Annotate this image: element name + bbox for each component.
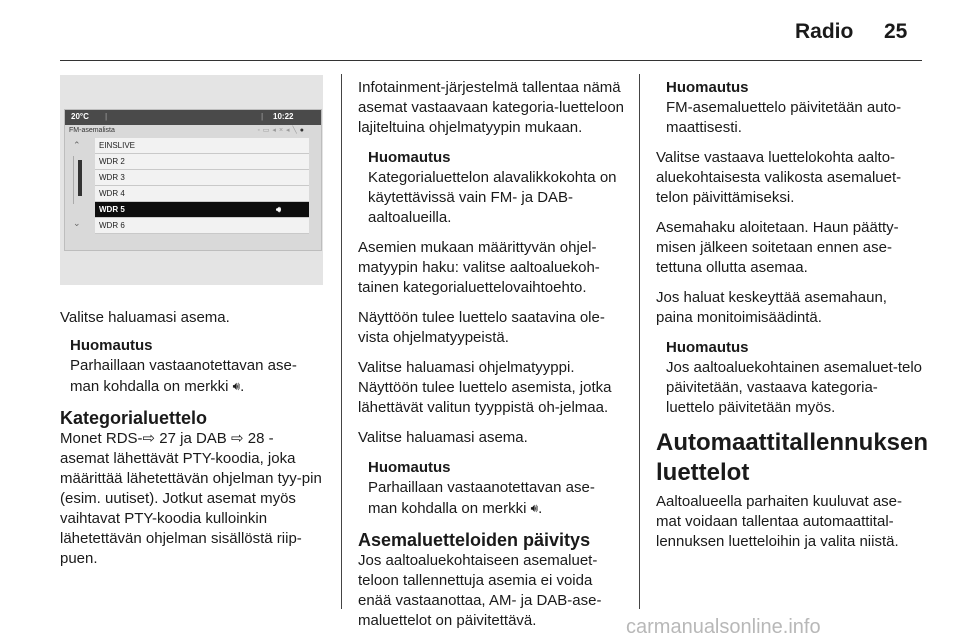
note-box <box>666 338 922 418</box>
paragraph: Asemahaku aloitetaan. Haun päätty-misen jälkeen soitetaan ennen ase-tettuna ollutta asemaa. <box>656 219 899 276</box>
station-list <box>95 138 309 234</box>
station-item-selected[interactable] <box>95 202 309 218</box>
column-divider-2 <box>639 74 640 609</box>
note-box <box>368 458 624 519</box>
page-ref-icon: ⇨ <box>142 430 156 447</box>
signal-icon: ◦ <box>257 127 263 134</box>
note-text: Parhaillaan vastaanotettavan ase- man kohdalla on merkki 🔊︎. <box>368 479 595 517</box>
note-title: Huomautus <box>368 459 451 476</box>
column-divider-1 <box>341 74 342 609</box>
scroll-knob[interactable] <box>78 160 82 196</box>
station-item[interactable]: WDR 2 <box>95 154 309 170</box>
column-2 <box>358 78 624 641</box>
screen-status-bar <box>65 110 321 125</box>
station-item[interactable]: WDR 4 <box>95 186 309 202</box>
header-rule <box>60 60 922 61</box>
station-label: WDR 5 <box>99 205 125 214</box>
clock: 10:22 <box>273 112 294 121</box>
section-heading-large: Automaattitallennuksen luettelot <box>656 429 929 486</box>
status-divider-icon: | <box>105 112 108 121</box>
scroll-down-icon[interactable]: ⌄ <box>73 218 81 228</box>
phone-icon: ╲ <box>292 127 300 134</box>
page-number: 25 <box>884 20 908 43</box>
status-divider-icon: | <box>261 112 264 121</box>
station-item[interactable]: EINSLIVE <box>95 138 309 154</box>
note-title: Huomautus <box>368 149 451 166</box>
paragraph: Infotainment-järjestelmä tallentaa nämä asemat vastaavaan kategoria-luetteloon lajiteltuina ohjelmatyypin mukaan. <box>358 79 625 136</box>
traffic-icon: × <box>278 127 287 134</box>
note-box <box>70 336 325 397</box>
station-item[interactable]: WDR 3 <box>95 170 309 186</box>
paragraph: Näyttöön tulee luettelo saatavina ole-vista ohjelmatyypeistä. <box>358 309 605 346</box>
note-text: Kategorialuettelon alavalikkokohta on käytettävissä vain FM- ja DAB-aaltoalueilla. <box>368 169 617 226</box>
mute-icon: ◂ <box>286 127 293 134</box>
note-title: Huomautus <box>666 79 749 96</box>
paragraph: Monet RDS-⇨ 27 ja DAB ⇨ 28 - asemat lähettävät PTY-koodia, joka määrittää lähetettävän ohjelman tyy-pin (esim. uutiset). Jotkut asemat myös vaihtavat PTY-koodia kulloinkin lähetettävän ohjelman sisällöstä riip-puen. <box>60 430 322 567</box>
section-heading: Kategorialuettelo <box>60 408 208 428</box>
speaker-icon: 🔊︎ <box>275 205 281 214</box>
note-title: Huomautus <box>70 337 153 354</box>
section-heading: Asemaluetteloiden päivitys <box>358 530 591 550</box>
note-text: Jos aaltoaluekohtainen asemaluet-telo päivitetään, vastaava kategoria-luettelo päivitetään myös. <box>666 359 923 416</box>
note-text: Parhaillaan vastaanotettavan ase- man kohdalla on merkki 🔊︎. <box>70 357 297 395</box>
volume-icon: ◂ <box>272 127 279 134</box>
note-text: FM-asemaluettelo päivitetään auto-maattisesti. <box>666 99 902 136</box>
paragraph: Jos aaltoaluekohtaiseen asemaluet-teloon tallennettuja asemia ei voida enää vastaanottaa, AM- ja DAB-ase-maluettelot on päivitettävä. <box>358 552 602 629</box>
note-box <box>666 78 922 138</box>
note-title: Huomautus <box>666 339 749 356</box>
paragraph: Aaltoalueella parhaiten kuuluvat ase-mat voidaan tallentaa automaattital-lennuksen luetteloihin ja valita niistä. <box>656 493 902 550</box>
station-list-figure <box>60 75 323 285</box>
page-ref-icon: ⇨ <box>230 430 244 447</box>
paragraph: Valitse haluamasi asema. <box>60 309 230 326</box>
column-3 <box>656 78 929 562</box>
radio-screen <box>64 109 322 251</box>
temperature: 20°C <box>71 112 89 121</box>
status-icons <box>257 126 307 134</box>
station-item[interactable]: WDR 6 <box>95 218 309 234</box>
watermark: carmanualsonline.info <box>626 616 821 638</box>
paragraph: Valitse haluamasi asema. <box>358 429 528 446</box>
paragraph: Valitse vastaava luettelokohta aalto-aluekohtaisesta valikosta asemaluet-telon päivittämiseksi. <box>656 149 902 206</box>
screen-subtitle: FM-asemalista <box>69 127 115 134</box>
paragraph: Jos haluat keskeyttää asemahaun, paina monitoimisäädintä. <box>656 289 887 326</box>
speaker-icon: 🔊︎ <box>530 501 539 515</box>
bluetooth-icon: ● <box>299 127 307 134</box>
note-box <box>368 148 624 228</box>
column-1 <box>60 308 325 579</box>
rds-icon: ▭ <box>262 127 273 134</box>
scroll-up-icon[interactable]: ⌃ <box>73 140 81 150</box>
header-title: Radio <box>795 20 854 43</box>
speaker-icon: 🔊︎ <box>232 379 241 393</box>
paragraph: Valitse haluamasi ohjelmatyyppi. Näyttöön tulee luettelo asemista, jotka lähettävät valitun tyyppistä oh-jelmaa. <box>358 359 612 416</box>
paragraph: Asemien mukaan määrittyvän ohjel-matyypin haku: valitse aaltoaluekoh-tainen kategorialuettelovaihtoehto. <box>358 239 600 296</box>
